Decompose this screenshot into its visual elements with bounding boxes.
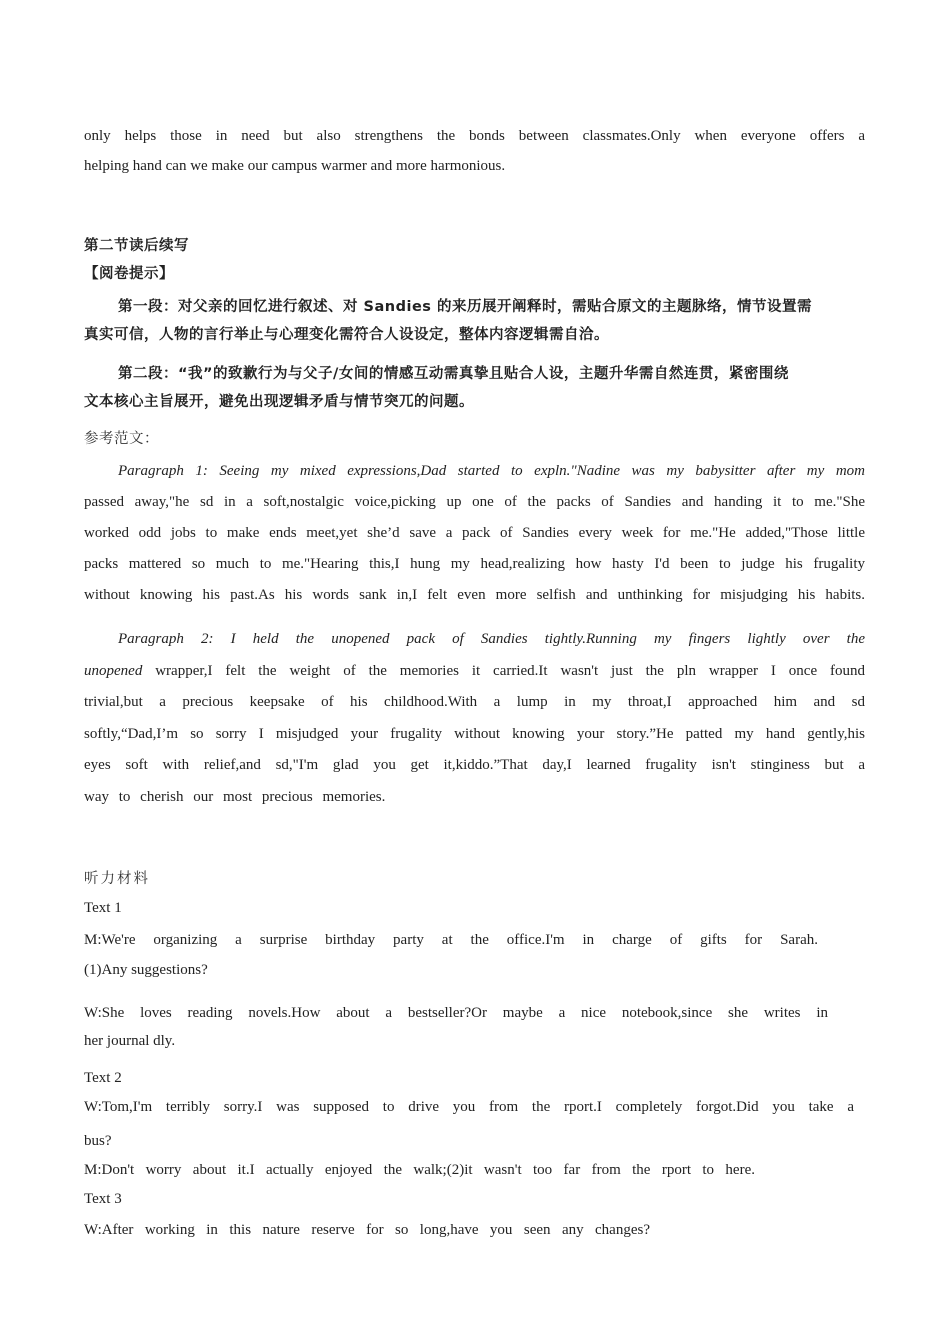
section-heading: 第二节读后续写	[84, 238, 189, 254]
sample-paragraph-1-line: worked odd jobs to make ends meet,yet she’d save a pack of Sandies every week for me."He added,"Those little	[84, 525, 865, 541]
text-label: Text 3	[84, 1191, 122, 1207]
dialogue-line: her journal dly.	[84, 1033, 176, 1049]
listening-heading: 听力材料	[84, 871, 150, 887]
sample-paragraph-2-line	[84, 661, 865, 681]
dialogue-line: M:Don't worry about it.I actually enjoyed the walk;(2)it wasn't too far from the rport to here.	[84, 1162, 755, 1178]
dialogue-line: W:After working in this nature reserve for so long,have you seen any changes?	[84, 1222, 650, 1238]
sample-paragraph-1-line: packs mattered so much to me."Hearing this,I hung my head,realizing how hasty I'd been to judge his frugality	[84, 556, 865, 572]
sample-paragraph-2-line: eyes soft with relief,and sd,"I'm glad you get it,kiddo.”That day,I learned frugality isn't stinginess but a	[84, 757, 865, 773]
tips-title: 【阅卷提示】	[84, 266, 174, 282]
line-rest: wrapper,I felt the weight of the memories it carried.It wasn't just the pln wrapper I once found	[142, 663, 865, 679]
text-label: Text 1	[84, 900, 122, 916]
dialogue-line: W:She loves reading novels.How about a bestseller?Or maybe a nice notebook,since she writes in	[84, 1005, 828, 1021]
italic-word: unopened	[84, 663, 143, 679]
essay-text-line: only helps those in need but also strengthens the bonds between classmates.Only when everyone offers a	[84, 128, 865, 144]
sample-paragraph-2-line: Paragraph 2: I held the unopened pack of Sandies tightly.Running my fingers lightly over the	[118, 631, 865, 647]
tip-text-line: 第二段：“我”的致歉行为与父子/女间的情感互动需真挚且贴合人设，主题升华需自然连贯，紧密围绕	[118, 366, 789, 382]
sample-paragraph-1-line: without knowing his past.As his words sank in,I felt even more selfish and unthinking for misjudging his habits.	[84, 587, 865, 603]
dialogue-line: M:We're organizing a surprise birthday party at the office.I'm in charge of gifts for Sarah.	[84, 932, 818, 948]
tip-text-line: 文本核心主旨展开，避免出现逻辑矛盾与情节突兀的问题。	[84, 394, 474, 410]
sample-paragraph-1-line: passed away,"he sd in a soft,nostalgic voice,picking up one of the packs of Sandies and handing it to me."She	[84, 494, 865, 510]
sample-label: 参考范文：	[84, 431, 159, 447]
dialogue-line: bus?	[84, 1133, 112, 1149]
essay-text-line: helping hand can we make our campus warmer and more harmonious.	[84, 158, 506, 174]
dialogue-line: (1)Any suggestions?	[84, 962, 208, 978]
tip-text-line: 真实可信，人物的言行举止与心理变化需符合人设设定，整体内容逻辑需自洽。	[84, 327, 609, 343]
sample-paragraph-2-line: way to cherish our most precious memories.	[84, 789, 386, 805]
dialogue-line: W:Tom,I'm terribly sorry.I was supposed to drive you from the rport.I completely forgot.Did you take a	[84, 1099, 854, 1115]
text-label: Text 2	[84, 1070, 122, 1086]
sample-paragraph-2-line: trivial,but a precious keepsake of his childhood.With a lump in my throat,I approached him and sd	[84, 694, 865, 710]
tip-text-line: 第一段：对父亲的回忆进行叙述、对 Sandies 的来历展开阐释时，需贴合原文的主题脉络，情节设置需	[118, 299, 812, 315]
sample-paragraph-1-line: Paragraph 1: Seeing my mixed expressions,Dad started to expln."Nadine was my babysitter after my mom	[118, 463, 865, 479]
sample-paragraph-2-line: softly,“Dad,I’m so sorry I misjudged your frugality without knowing your story.”He patted my hand gently,his	[84, 726, 865, 742]
